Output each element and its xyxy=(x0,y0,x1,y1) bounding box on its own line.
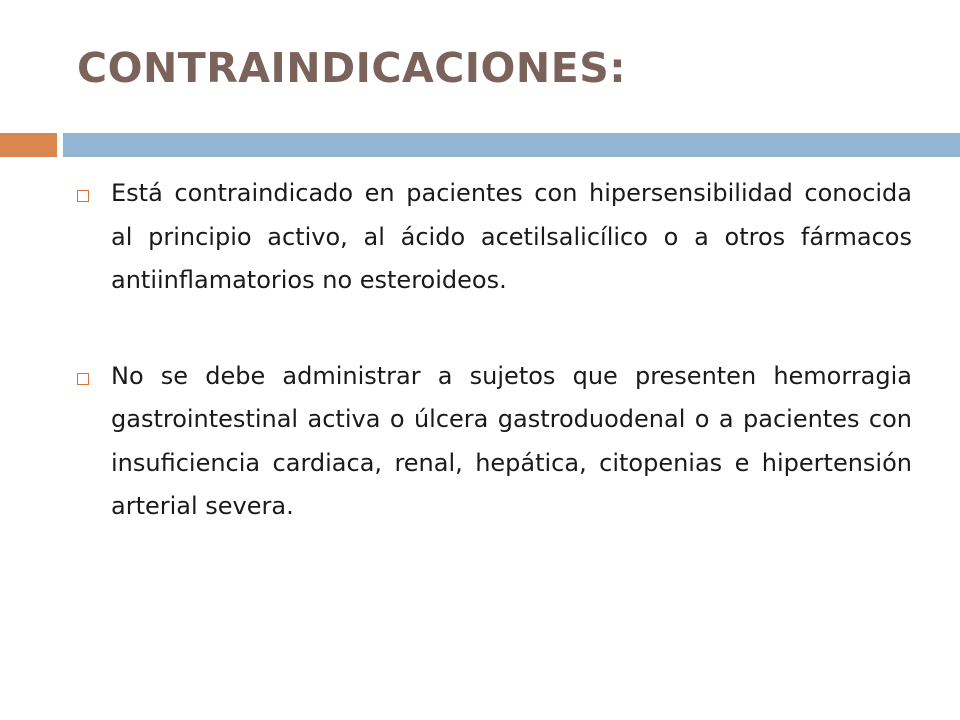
bullet-text: Está contraindicado en pacientes con hipersensibilidad conocida al principio activo, al ácido acetilsalicílico o a otros fármacos antiinflamatorios no esteroideos. xyxy=(111,179,912,294)
bullet-item-administration xyxy=(77,355,912,529)
title-accent-bar-blue xyxy=(63,133,960,157)
bullet-item-hypersensitivity xyxy=(77,172,912,303)
slide-title: CONTRAINDICACIONES: xyxy=(77,44,627,92)
bullet-text: No se debe administrar a sujetos que presenten hemorragia gastrointestinal activa o úlcera gastroduodenal o a pacientes con insuficiencia cardiaca, renal, hepática, citopenias e hipertensión arterial severa. xyxy=(111,361,912,520)
bullet-list xyxy=(77,172,912,581)
hollow-square-bullet-icon xyxy=(77,373,89,385)
hollow-square-bullet-icon xyxy=(77,190,89,202)
title-accent-bar-orange xyxy=(0,133,57,157)
